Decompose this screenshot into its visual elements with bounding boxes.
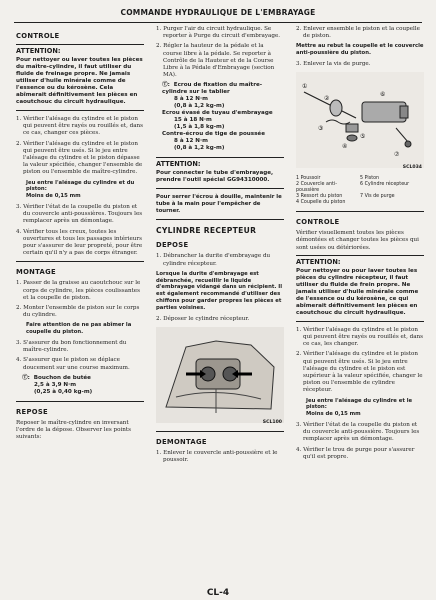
torque-label: Ecrou évasé de tuyau d'embrayage — [162, 110, 273, 117]
step-paragraph: 4. Vérifier le trou de purge pour s'assurer qu'il est propre. — [296, 446, 415, 460]
step-paragraph: 1. Vérifier l'alésage du cylindre et le piston qui peuvent être rayés ou rouillés et, dans ce cas, changer ces pièces. — [16, 116, 144, 137]
step-paragraph: 2. Régler la hauteur de la pédale et la course libre à la pédale. Se reporter à Contrôle de la Hauteur et de la Course Libre à la Pédale d'Embrayage (section MA). — [156, 43, 275, 79]
attention-text: Pour nettoyer ou laver toutes les pièces du maître-cylindre, il faut utiliser du fluide de freinage propre. Ne jamais utiliser d'huile minérale comme de l'essence ou du kérosène. Cela abîmerait définitivement les pièces en caoutchouc du circuit hydraulique. — [16, 57, 143, 105]
cylinder-removal-illustration — [156, 327, 284, 423]
attention-text: Pour connecter le tube d'embrayage, prendre l'outil spécial GG94310000. — [156, 170, 274, 184]
step-paragraph: 3. Vérifier l'état de la coupelle du piston et du couvercle anti-poussières. Toujours les remplacer après un démontage. — [16, 204, 143, 225]
svg-text:①: ① — [302, 83, 308, 91]
figure-exploded-view — [296, 72, 424, 172]
bold-paragraph: Pour serrer l'écrou à douille, maintenir le tube à la main pour l'empêcher de tourner. — [156, 194, 282, 215]
svg-text:⑥: ⑥ — [380, 91, 386, 99]
torque-value: (0,25 à 0,40 kg-m) — [34, 388, 93, 395]
clearance-value: Moins de 0,15 mm — [26, 193, 81, 200]
torque-value: (1,5 à 1,8 kg-m) — [174, 124, 225, 131]
legend-item: 1 Poussoir — [296, 176, 321, 182]
torque-wrench-icon: Ⓣ: — [22, 374, 30, 381]
column-middle — [156, 26, 284, 582]
step-paragraph: 2. Vérifier l'alésage du cylindre et le piston qui peuvent être usés. Si le jeu entre l'alésage du cylindre et le piston dépasse la valeur spécifiée, changer l'ensemble de piston ou l'ensemble de maître-cylindre. — [16, 140, 143, 176]
step-paragraph: 1. Vérifier l'alésage du cylindre et le piston qui peuvent être rayés ou rouillés et, dans ce cas, les changer. — [296, 326, 424, 348]
divider — [156, 219, 284, 220]
caution-note: Lorsque la durite d'embrayage est débranchée, recueillir le liquide d'embrayage vidangé dans un récipient. Il est également recommandé d'utiliser des chiffons pour garder propres les pièces et parties voisines. — [156, 270, 283, 311]
torque-value: (0,8 à 1,2 kg-m) — [174, 103, 225, 110]
torque-spec — [22, 375, 144, 396]
exploded-view-illustration — [296, 72, 424, 171]
torque-value: 15 à 18 N·m — [174, 117, 212, 124]
body-paragraph: Reposer le maître-cylindre en inversant l'ordre de la dépose. Observer les points suivants: — [16, 419, 132, 441]
torque-value: (0,8 à 1,2 kg-m) — [174, 145, 225, 152]
torque-label: Ecrou de fixation du maître-cylindre sur le tablier — [162, 82, 263, 96]
torque-value: 8 à 12 N·m — [174, 96, 208, 103]
svg-text:②: ② — [324, 95, 330, 103]
section-title-demontage: DEMONTAGE — [156, 437, 207, 446]
column-right — [296, 26, 424, 582]
caution-note: Mettre au rebut la coupelle et le couvercle anti-poussière du piston. — [296, 43, 424, 57]
svg-text:⑦: ⑦ — [394, 151, 400, 159]
figure-legend — [296, 176, 424, 206]
legend-item: 5 Piston — [360, 176, 380, 182]
svg-text:③: ③ — [318, 125, 324, 133]
section-title-controle: CONTROLE — [16, 32, 60, 40]
attention-title: ATTENTION: — [296, 257, 341, 266]
step-paragraph: 4. Vérifier tous les creux, toutes les ouvertures et tous les passages intérieurs pour s'assurer de leur propreté, pour être certain qu'il n'y a pas de corps étranger. — [16, 228, 143, 257]
legend-item: 3 Ressort du piston — [296, 194, 343, 200]
attention-title: ATTENTION: — [16, 47, 61, 55]
page-number: CL-4 — [206, 588, 230, 598]
svg-text:⑤: ⑤ — [360, 133, 366, 141]
torque-label: Contre-écrou de tige de poussée — [162, 131, 266, 138]
clearance-value: Moins de 0,15 mm — [306, 411, 361, 418]
legend-item — [360, 200, 424, 206]
clearance-label: Jeu entre l'alésage du cylindre et du piston: — [26, 179, 135, 193]
section-title-montage: MONTAGE — [16, 268, 56, 277]
divider — [296, 211, 424, 212]
figure-cylinder-removal — [156, 327, 284, 427]
section-title-cylindre: CYLINDRE RECEPTEUR — [156, 226, 257, 236]
section-title-repose: REPOSE — [16, 407, 48, 416]
column-left — [16, 26, 144, 582]
step-paragraph: 1. Purger l'air du circuit hydraulique. Se reporter à Purge du circuit d'embrayage. — [156, 26, 281, 40]
clearance-label: Jeu entre l'alésage du cylindre et le piston: — [306, 397, 413, 411]
page-header: COMMANDE HYDRAULIQUE DE L'EMBRAYAGE — [14, 4, 422, 23]
legend-item: 6 Cylindre récepteur — [360, 182, 410, 188]
divider — [16, 261, 144, 262]
step-paragraph: 3. Enlever la vis de purge. — [296, 61, 371, 67]
step-paragraph: 1. Débrancher la durite d'embrayage du cylindre récepteur. — [156, 253, 271, 267]
step-paragraph: 1. Enlever le couvercle anti-poussière et le poussoir. — [156, 449, 278, 464]
divider — [16, 401, 144, 402]
attention-box — [296, 255, 424, 322]
step-paragraph: 2. Vérifier l'alésage du cylindre et le piston qui peuvent être usés. Si le jeu entre l'alésage du cylindre et le piston est supérieur à la valeur spécifiée, changer le piston ou l'ensemble de cylindre récepteur. — [296, 351, 423, 394]
clearance-note — [26, 180, 144, 200]
step-paragraph: 2. Monter l'ensemble de piston sur le corps du cylindre. — [16, 305, 140, 319]
step-paragraph: 3. Vérifier l'état de la coupelle du piston et du couvercle anti-poussière. Toujours les remplacer après un démontage. — [296, 422, 420, 443]
caution-note: Faire attention de ne pas abîmer la coupelle du piston. — [26, 322, 132, 336]
divider — [156, 431, 284, 432]
torque-value: 2,5 à 3,9 N·m — [34, 381, 77, 388]
legend-item: 2 Couvercle anti-poussière — [296, 182, 337, 194]
step-paragraph: 2. Enlever ensemble le piston et la coupelle de piston. — [296, 26, 420, 40]
legend-item: 4 Coupelle du piston — [296, 200, 346, 206]
section-title-depose: DEPOSE — [156, 241, 189, 250]
step-paragraph: 1. Passer de la graisse au caoutchouc sur le corps de cylindre, les pièces coulissantes et la coupelle de piston. — [16, 280, 141, 301]
legend-item: 7 Vis de purge — [360, 194, 395, 200]
clearance-note — [306, 398, 424, 418]
step-paragraph: 4. S'assurer que le piston se déplace doucement sur une course maximum. — [16, 357, 130, 371]
step-paragraph: 2. Déposer le cylindre récepteur. — [156, 315, 250, 322]
body-paragraph: Vérifier visuellement toutes les pièces démontées et changer toutes les pièces qui sont usées ou détériorées. — [296, 230, 419, 251]
attention-box — [156, 157, 284, 189]
figure-code: SCL100 — [262, 419, 282, 425]
torque-label: Bouchon de butée — [33, 374, 91, 381]
torque-value: 8 à 12 N·m — [174, 138, 208, 145]
attention-text: Pour nettoyer ou pour laver toutes les pièces du cylindre récepteur, il faut utiliser du fluide de frein propre. Ne jamais utiliser d'huile minérale comme de l'essence ou du kérosène, ce qui abîmerait définitivement les pièces en caoutchouc du circuit hydraulique. — [296, 267, 419, 316]
attention-box — [16, 44, 144, 111]
torque-spec — [162, 82, 284, 152]
torque-wrench-icon: Ⓣ: — [162, 82, 170, 89]
step-paragraph: 3. S'assurer du bon fonctionnement du maître-cylindre. — [16, 340, 127, 354]
figure-code: SCL034 — [402, 165, 422, 171]
attention-title: ATTENTION: — [156, 160, 201, 169]
svg-text:④: ④ — [342, 143, 348, 151]
section-title-controle: CONTROLE — [296, 218, 340, 227]
